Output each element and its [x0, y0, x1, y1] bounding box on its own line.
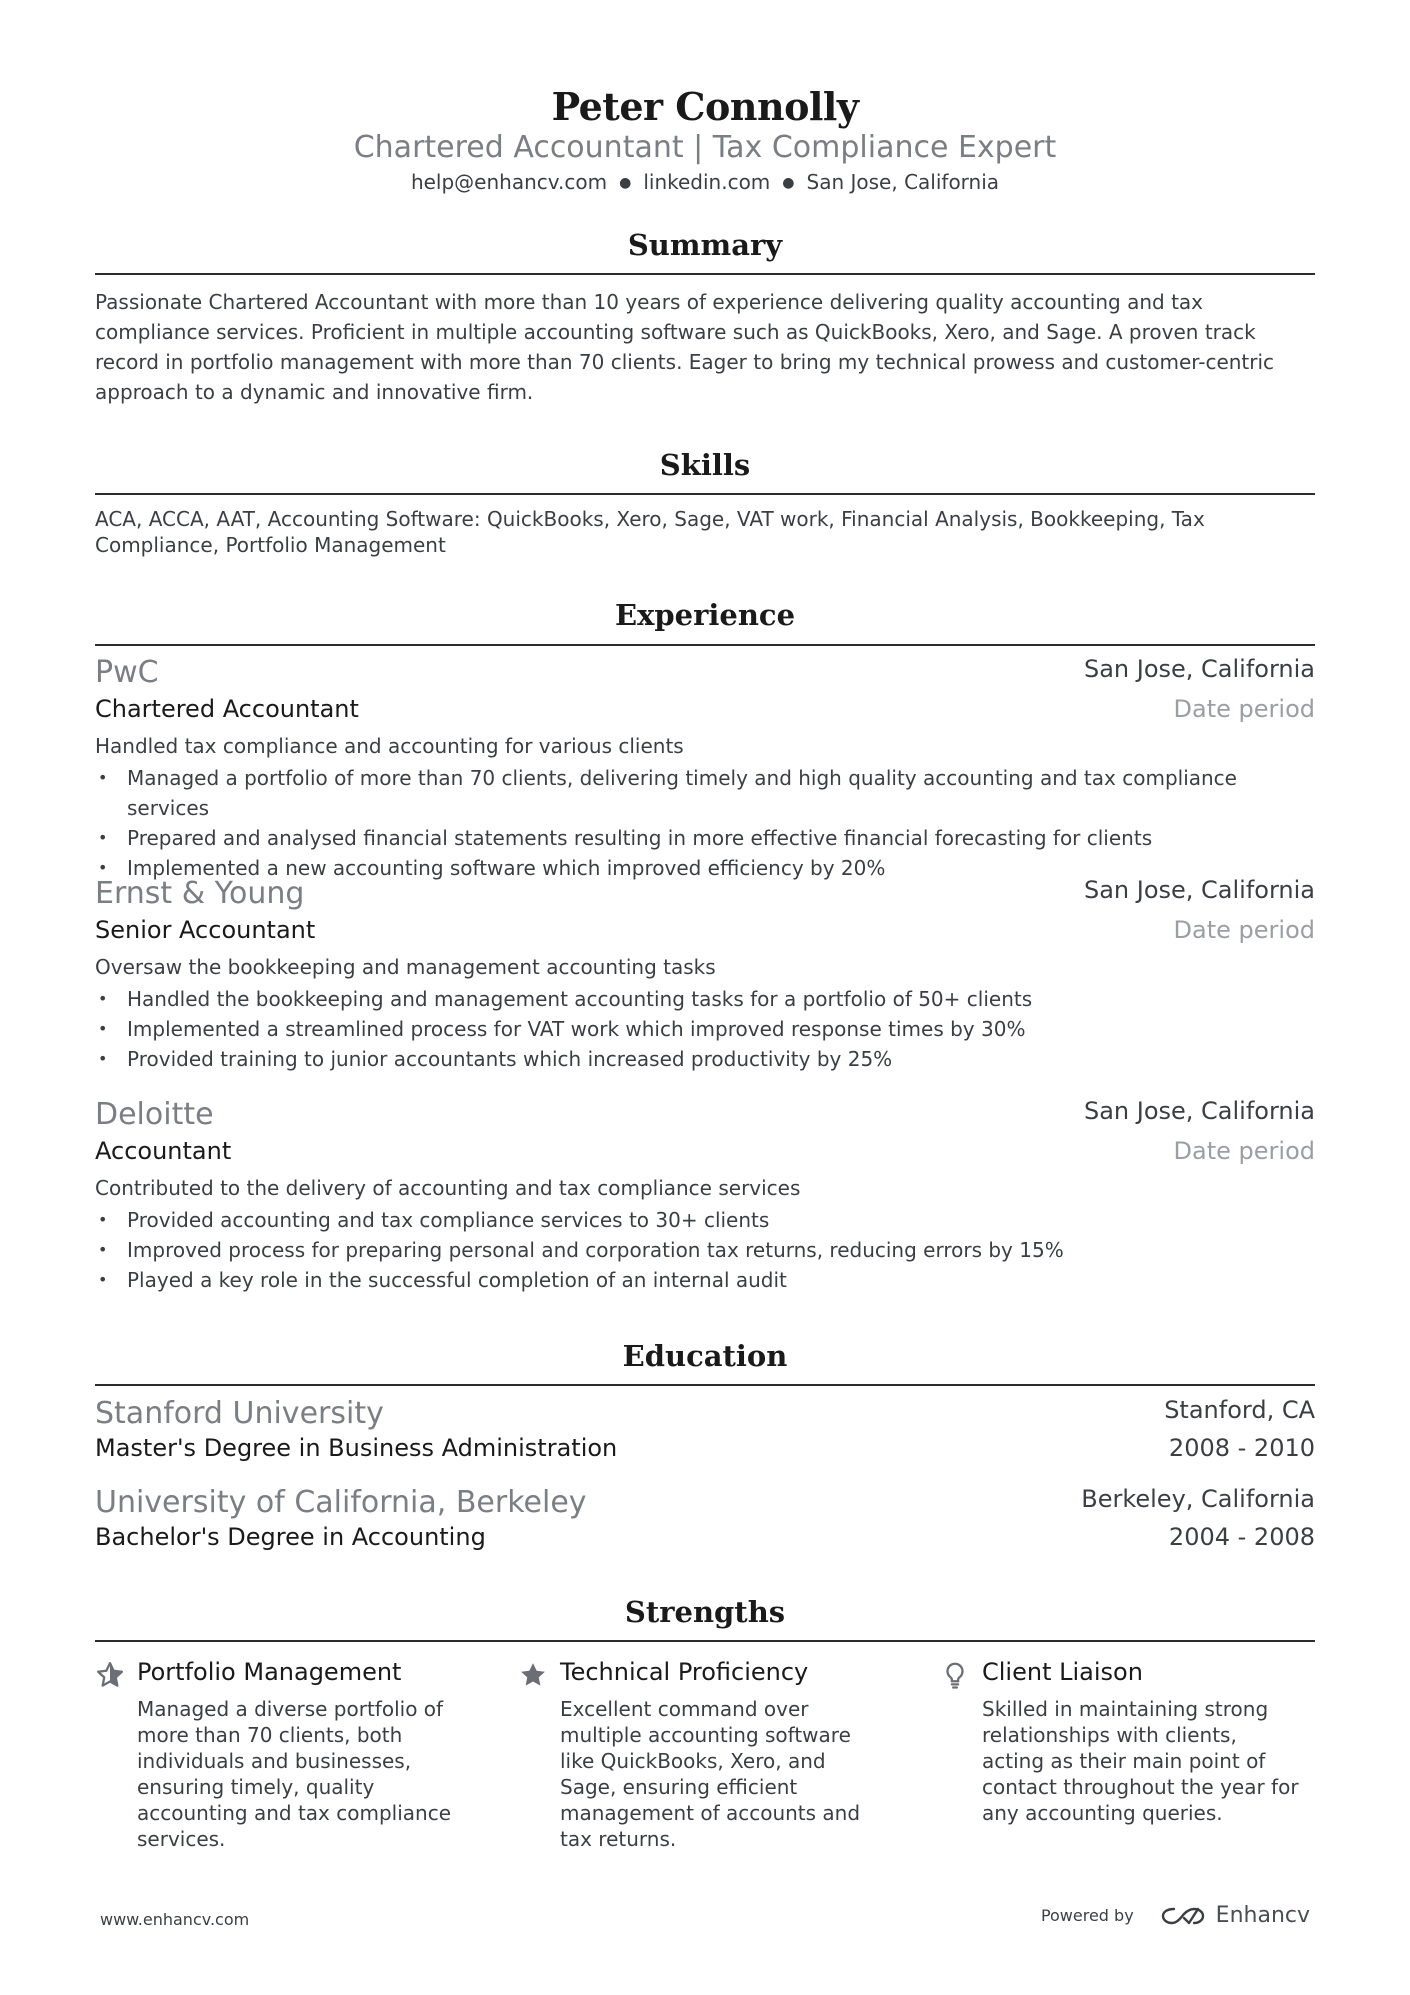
- skills-heading: Skills: [659, 448, 751, 482]
- brand-name: Enhancv: [1215, 1903, 1310, 1928]
- contact-linkedin[interactable]: linkedin.com: [643, 170, 771, 194]
- job-bullets: [95, 984, 1032, 1074]
- footer-website[interactable]: www.enhancv.com: [100, 1910, 250, 1929]
- education-years: 2004 - 2008: [1168, 1523, 1315, 1551]
- degree: Bachelor's Degree in Accounting: [95, 1523, 486, 1551]
- separator-dot: ●: [782, 175, 795, 191]
- skills-text: ACA, ACCA, AAT, Accounting Software: QuickBooks, Xero, Sage, VAT work, Financial Analysis, Bookkeeping, Tax Compliance, Portfolio Management: [95, 507, 1205, 557]
- job-description: Contributed to the delivery of accounting and tax compliance services: [95, 1176, 801, 1200]
- summary-text: Passionate Chartered Accountant with more than 10 years of experience delivering quality accounting and tax compliance services. Proficient in multiple accounting software such as QuickBooks, Xero, and Sage. A proven track record in portfolio management with more than 70 clients. Eager to bring my technical prowess and customer-centric approach to a dynamic and innovative firm.: [95, 290, 1275, 404]
- section-divider: [95, 1640, 1315, 1642]
- star-outline-icon: [95, 1660, 125, 1690]
- bullet-item: • Provided training to junior accountants which increased productivity by 25%: [95, 1044, 1032, 1074]
- lightbulb-icon: [940, 1660, 970, 1690]
- strength-title: Technical Proficiency: [560, 1658, 809, 1686]
- job-description: Handled tax compliance and accounting for various clients: [95, 734, 684, 758]
- job-role: Chartered Accountant: [95, 695, 359, 723]
- bullet-item: • Implemented a streamlined process for VAT work which improved response times by 30%: [95, 1014, 1032, 1044]
- strength-description: Skilled in maintaining strong relationships with clients, acting as their main point of contact throughout the year for any accounting queries.: [982, 1697, 1299, 1825]
- summary-heading: Summary: [627, 228, 783, 262]
- contact-email[interactable]: help@enhancv.com: [410, 170, 608, 194]
- contact-location: San Jose, California: [806, 170, 1000, 194]
- bullet-item: • Improved process for preparing personal and corporation tax returns, reducing errors by 15%: [95, 1235, 1064, 1265]
- job-bullets: [95, 763, 1315, 883]
- strength-title: Portfolio Management: [137, 1658, 402, 1686]
- strength-description: Excellent command over multiple accounting software like QuickBooks, Xero, and Sage, ensuring efficient management of accounts and tax returns.: [560, 1697, 861, 1851]
- bullet-item: • Played a key role in the successful completion of an internal audit: [95, 1265, 1064, 1295]
- candidate-title: Chartered Accountant | Tax Compliance Expert: [353, 130, 1057, 165]
- section-divider: [95, 644, 1315, 646]
- job-bullets: [95, 1205, 1064, 1295]
- job-location: San Jose, California: [1083, 1097, 1315, 1125]
- job-role: Accountant: [95, 1137, 232, 1165]
- bullet-item: • Handled the bookkeeping and management accounting tasks for a portfolio of 50+ clients: [95, 984, 1032, 1014]
- powered-by-label: Powered by: [1040, 1906, 1134, 1925]
- separator-dot: ●: [619, 175, 632, 191]
- degree: Master's Degree in Business Administration: [95, 1434, 618, 1462]
- footer-branding: [1041, 1903, 1310, 1928]
- section-divider: [95, 1384, 1315, 1386]
- job-location: San Jose, California: [1083, 876, 1315, 904]
- section-divider: [95, 273, 1315, 275]
- education-heading: Education: [622, 1339, 788, 1373]
- bullet-item: • Prepared and analysed financial statements resulting in more effective financial forecasting for clients: [95, 823, 1315, 853]
- job-date: Date period: [1173, 916, 1315, 944]
- bullet-item: • Implemented a new accounting software which improved efficiency by 20%: [95, 853, 1315, 883]
- company-name: Ernst & Young: [95, 876, 305, 911]
- education-years: 2008 - 2010: [1168, 1434, 1315, 1462]
- enhancv-logo-icon: [1160, 1904, 1206, 1928]
- school-location: Stanford, CA: [1164, 1396, 1315, 1424]
- strength-title: Client Liaison: [982, 1658, 1143, 1686]
- job-date: Date period: [1173, 695, 1315, 723]
- star-icon: [518, 1660, 548, 1690]
- company-name: PwC: [95, 655, 159, 690]
- candidate-name: Peter Connolly: [551, 84, 859, 129]
- experience-heading: Experience: [614, 598, 796, 632]
- school-name: Stanford University: [95, 1396, 384, 1431]
- school-name: University of California, Berkeley: [95, 1485, 587, 1520]
- job-description: Oversaw the bookkeeping and management accounting tasks: [95, 955, 716, 979]
- bullet-item: • Managed a portfolio of more than 70 clients, delivering timely and high quality accounting and tax compliance services: [95, 763, 1315, 823]
- strengths-heading: Strengths: [624, 1595, 786, 1629]
- bullet-item: • Provided accounting and tax compliance services to 30+ clients: [95, 1205, 1064, 1235]
- strength-description: Managed a diverse portfolio of more than 70 clients, both individuals and businesses, ensuring timely, quality accounting and tax compliance services.: [137, 1697, 451, 1851]
- contact-line: [95, 170, 1315, 194]
- brand-logo[interactable]: [1160, 1903, 1310, 1928]
- section-divider: [95, 493, 1315, 495]
- company-name: Deloitte: [95, 1097, 214, 1132]
- job-date: Date period: [1173, 1137, 1315, 1165]
- job-role: Senior Accountant: [95, 916, 316, 944]
- school-location: Berkeley, California: [1081, 1485, 1315, 1513]
- job-location: San Jose, California: [1083, 655, 1315, 683]
